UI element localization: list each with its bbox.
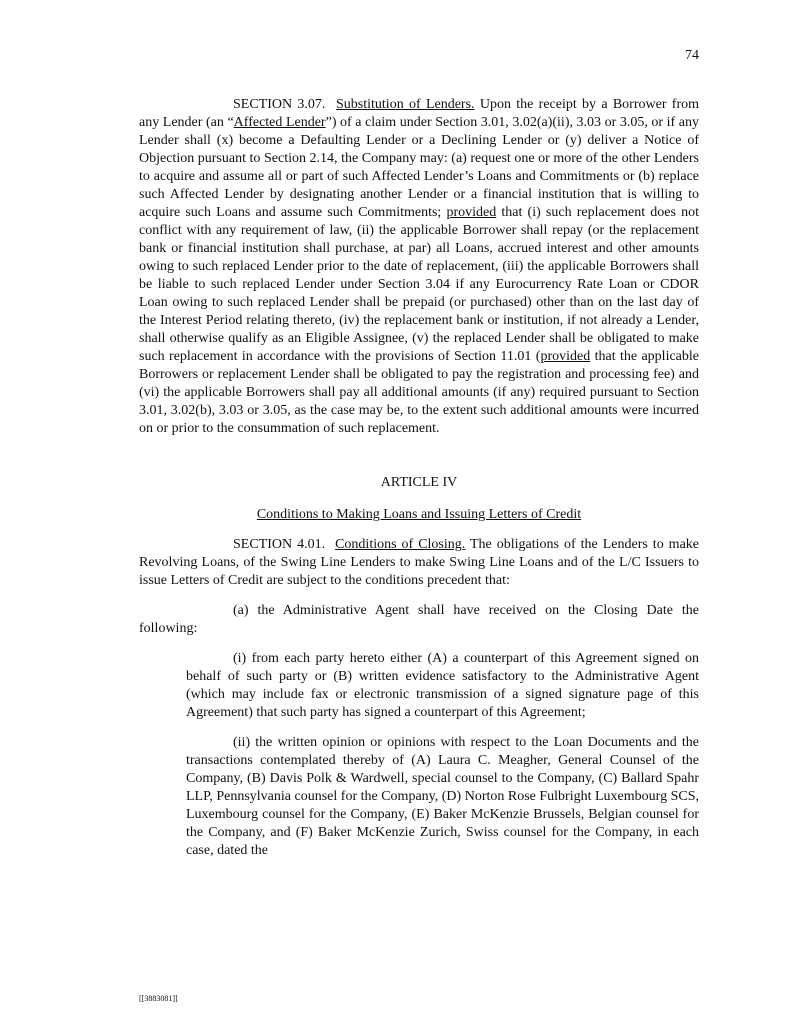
paragraph-a: (a) the Administrative Agent shall have received on the Closing Date the following: bbox=[139, 603, 699, 636]
provided-term-1: provided bbox=[446, 205, 497, 220]
section-4-01-text: The obligations of the Lenders to make Revolving Loans, of the Swing Line Lenders to make Swing Line Loans and of the L/C Issuers to issue Letters of Credit are subject to the conditions precedent that: bbox=[139, 537, 699, 588]
article-title: ARTICLE IV bbox=[380, 475, 458, 490]
subparagraph-ii: (ii) the written opinion or opinions with respect to the Loan Documents and the transactions contemplated thereby of (A) Laura C. Meagher, General Counsel of the Company, (B) Davis Polk & Wardwell, special counsel to the Company, (C) Ballard Spahr LLP, Pennsylvania counsel for the Company, (D) Norton Rose Fulbright Luxembourg SCS, Luxembourg counsel for the Company, (E) Baker McKenzie Brussels, Belgian counsel for the Company, and (F) Baker McKenzie Zurich, Swiss counsel for the Company, in each case, dated the bbox=[186, 735, 699, 858]
section-3-07-text-d: that the applicable Borrowers or replacement Lender shall be obligated to pay the registration and processing fee) and (vi) the applicable Borrowers shall pay all additional amounts (if any) required pursuant to Section 3.01, 3.02(b), 3.03 or 3.05, as the case may be, to the extent such additional amounts were incurred on or prior to the consummation of such replacement. bbox=[139, 349, 699, 436]
section-4-01-paragraph bbox=[139, 536, 699, 590]
page-number: 74 bbox=[685, 48, 699, 63]
section-3-07-text-a: Upon the receipt by a Borrower from any Lender (an “ bbox=[139, 97, 699, 130]
section-4-01-heading: SECTION 4.01. bbox=[233, 537, 326, 552]
affected-lender-term: Affected Lender bbox=[233, 115, 326, 130]
document-id-footer: [[3883081]] bbox=[139, 994, 178, 1003]
section-3-07-paragraph bbox=[139, 96, 699, 438]
section-4-01-title: Conditions of Closing. bbox=[335, 537, 466, 552]
document-body bbox=[139, 96, 699, 860]
provided-term-2: provided bbox=[540, 349, 591, 364]
section-3-07-title: Substitution of Lenders. bbox=[336, 97, 475, 112]
section-3-07-text-c: that (i) such replacement does not conflict with any requirement of law, (ii) the applicable Borrower shall repay (or the replacement bank or financial institution shall purchase, at par) all Loans, accrued interest and other amounts owing to such replaced Lender prior to the date of replacement, (iii) the applicable Borrowers shall be liable to such replaced Lender under Section 3.04 if any Eurocurrency Rate Loan or CDOR Loan owing to such replaced Lender shall be prepaid (or purchased) other than on the last day of the Interest Period relating thereto, (iv) the replacement bank or institution, if not already a Lender, shall otherwise qualify as an Eligible Assignee, (v) the replaced Lender shall be obligated to make such replacement in accordance with the provisions of Section 11.01 ( bbox=[139, 205, 700, 364]
subparagraph-i: (i) from each party hereto either (A) a counterpart of this Agreement signed on behalf of such party or (B) written evidence satisfactory to the Administrative Agent (which may include fax or electronic transmission of a signed signature page of this Agreement) that such party has signed a counterpart of this Agreement; bbox=[186, 651, 699, 720]
article-subtitle: Conditions to Making Loans and Issuing Letters of Credit bbox=[256, 507, 582, 522]
section-3-07-text-b: ”) of a claim under Section 3.01, 3.02(a)(ii), 3.03 or 3.05, or if any Lender shall (x) become a Defaulting Lender or a Declining Lender or (y) deliver a Notice of Objection pursuant to Section 2.14, the Company may: (a) request one or more of the other Lenders to acquire and assume all or part of such Affected Lender’s Loans and Commitments or (b) replace such Affected Lender by designating another Lender or a financial institution that is willing to acquire such Loans and assume such Commitments; bbox=[139, 115, 700, 220]
section-3-07-heading: SECTION 3.07. bbox=[233, 97, 326, 112]
